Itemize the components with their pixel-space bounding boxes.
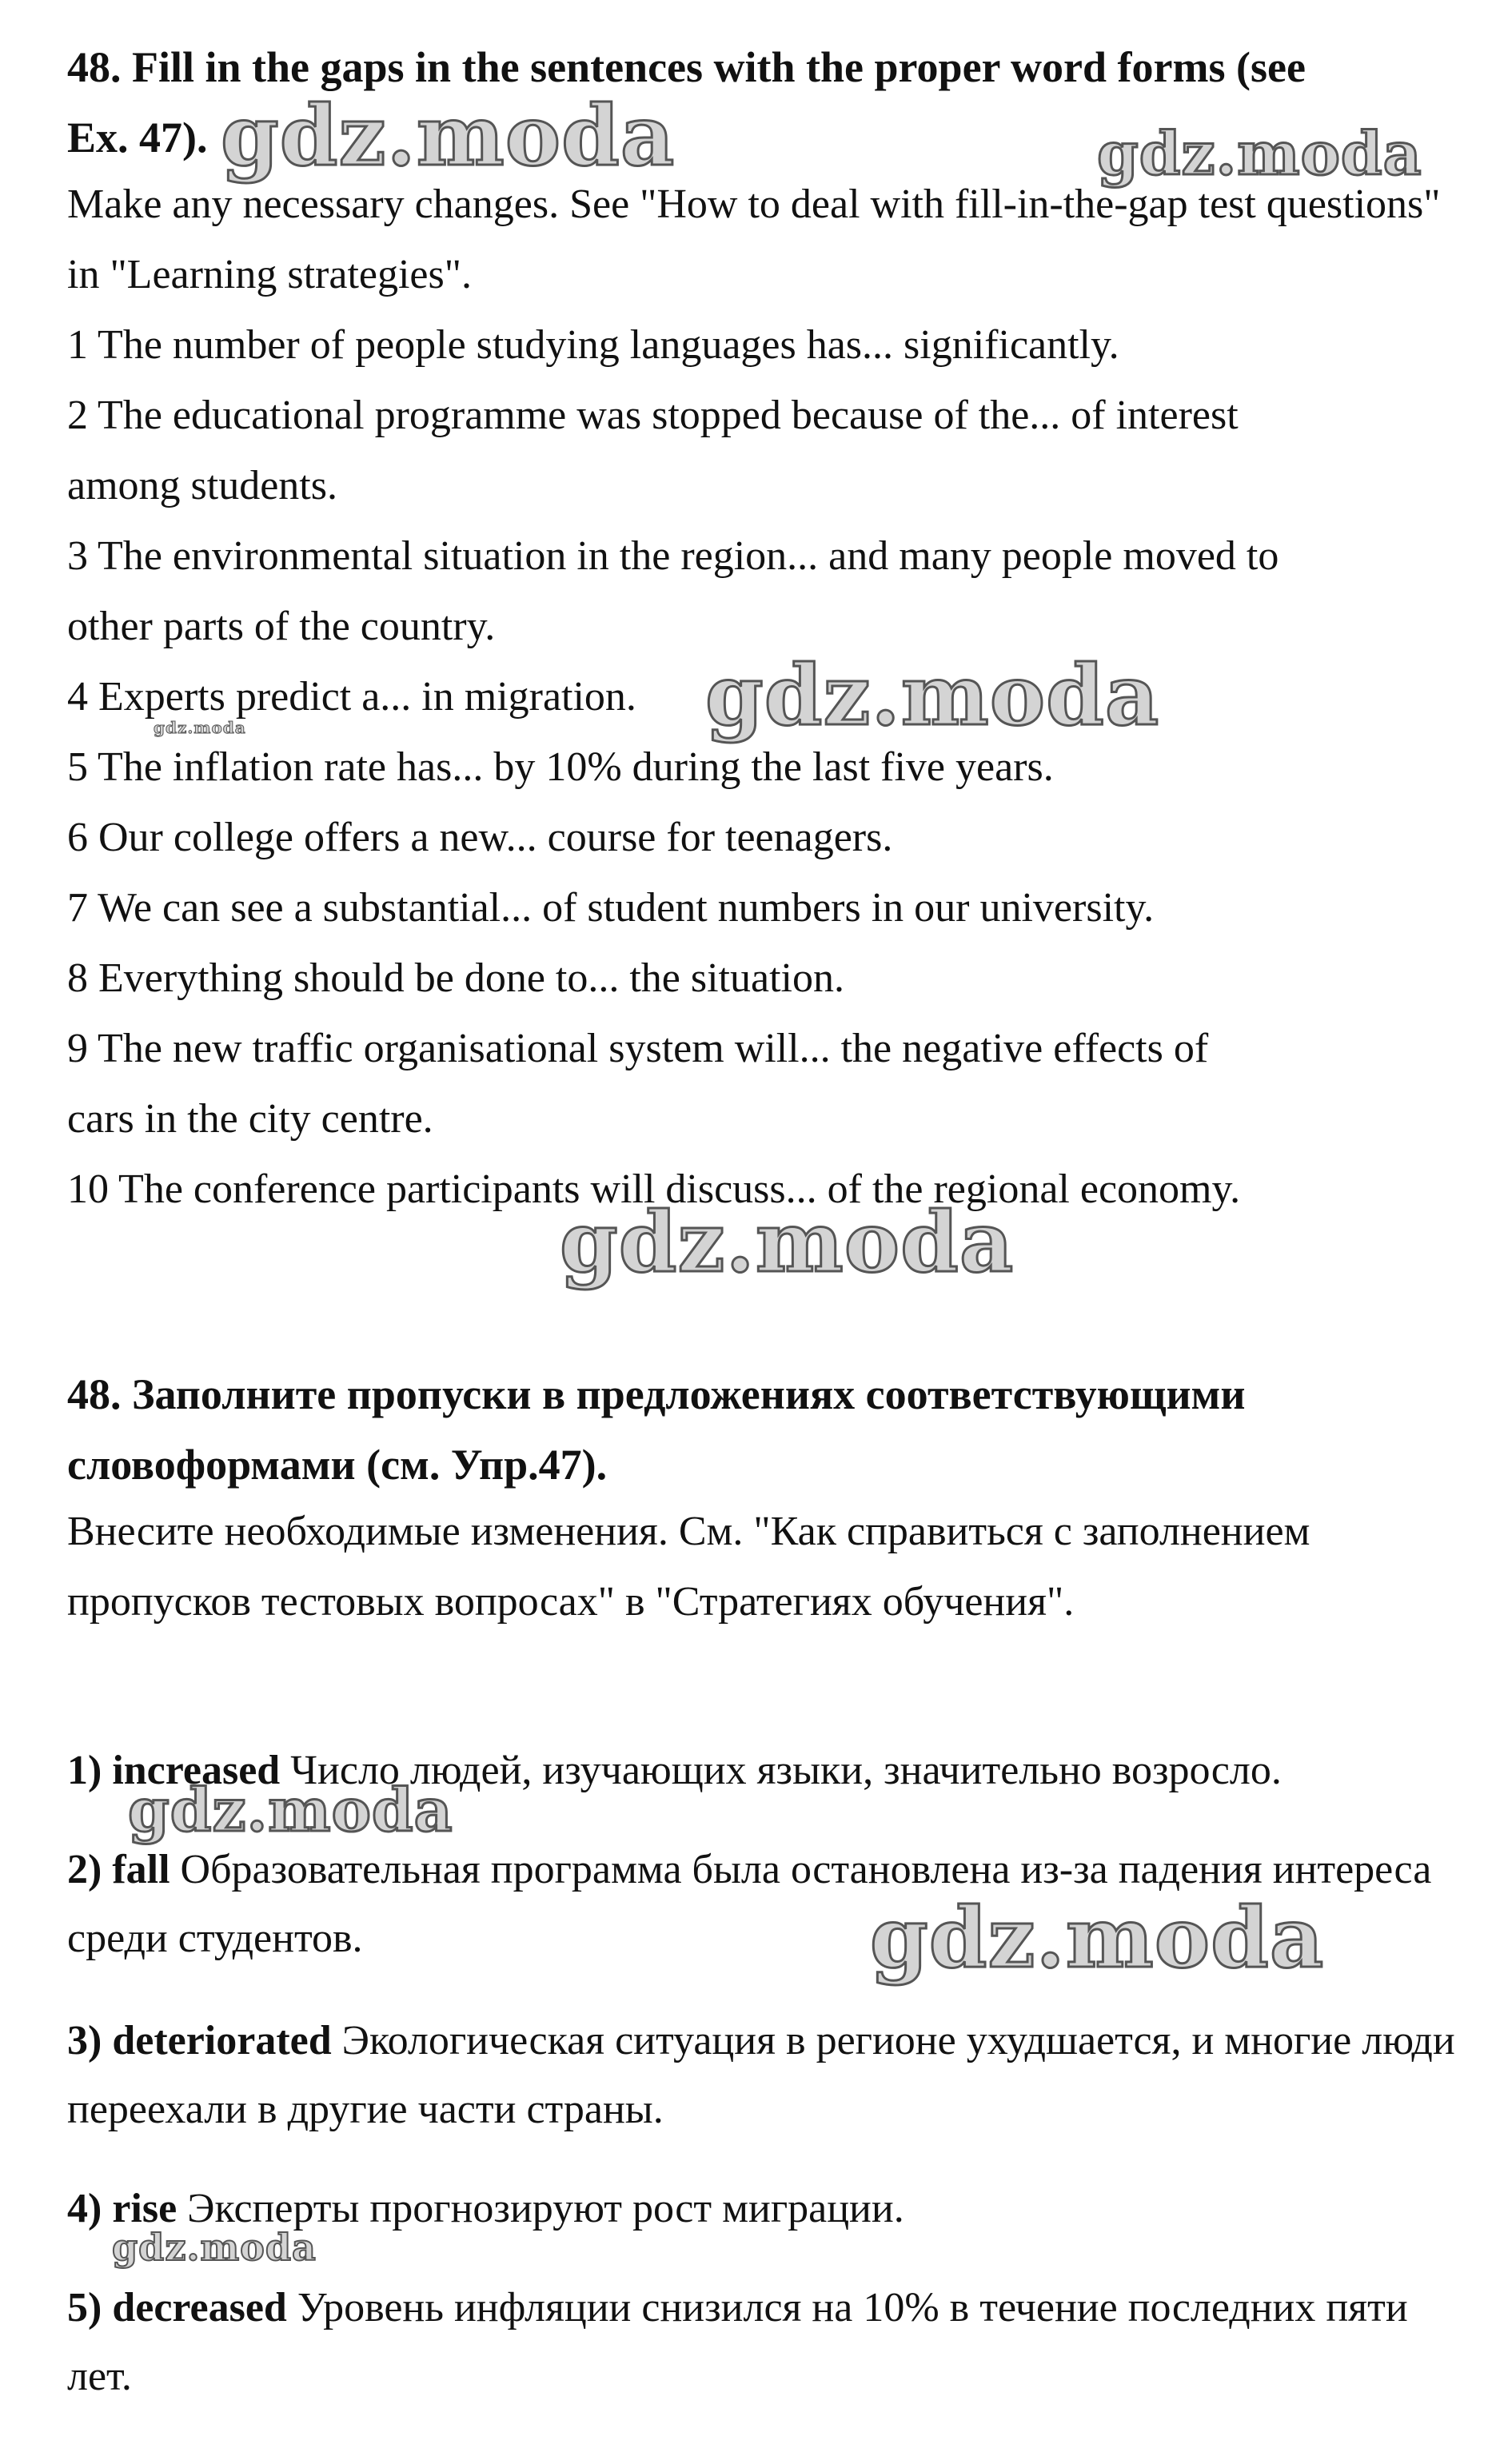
answer-item (67, 1836, 1458, 1973)
sentence-line: 6 Our college offers a new... course for teenagers. (67, 815, 893, 860)
sentence-line: 4 Experts predict a... in migration. (67, 674, 636, 720)
watermark-logo: gdz.moda (221, 86, 676, 185)
answer-translation: Образовательная программа была остановлена из-за падения интереса среди студентов. (67, 1847, 1432, 1961)
sentence-line: 3 The environmental situation in the region... and many people moved to (67, 533, 1279, 579)
watermark-logo: gdz.moda (870, 1888, 1325, 1987)
answer-item (67, 2175, 1458, 2243)
watermark-logo: gdz.moda (154, 718, 246, 737)
sentence-line: 1 The number of people studying languages has... significantly. (67, 322, 1119, 368)
sentence-line: 9 The new traffic organisational system will... the negative effects of (67, 1026, 1209, 1071)
answer-item (67, 2007, 1458, 2144)
exercise-heading-ru: 48. Заполните пропуски в предложениях соответствующими словоформами (см. Упр.47). (67, 1370, 1246, 1489)
answer-key: 3) deteriorated (67, 2018, 332, 2063)
answer-key: 1) increased (67, 1748, 281, 1793)
sentence-line: cars in the city centre. (67, 1096, 433, 1142)
watermark-logo: gdz.moda (128, 1776, 453, 1845)
sentence-line: among students. (67, 463, 337, 508)
answer-translation: Уровень инфляции снизился на 10% в течение последних пяти лет. (67, 2285, 1408, 2399)
answer-translation: Экологическая ситуация в регионе ухудшается, и многие люди переехали в другие части страны. (67, 2018, 1455, 2132)
exercise-heading-en-line1: 48. Fill in the gaps in the sentences with the proper word forms (see (67, 43, 1306, 91)
sentence-line: 7 We can see a substantial... of student numbers in our university. (67, 885, 1155, 931)
sentence-line: 5 The inflation rate has... by 10% during the last five years. (67, 744, 1054, 790)
exercise-heading-en-line2: Ex. 47). (67, 114, 208, 161)
sentence-line: 2 The educational programme was stopped because of the... of interest (67, 393, 1239, 438)
answer-item (67, 1736, 1458, 1805)
sentence-line: 8 Everything should be done to... the situation. (67, 955, 844, 1001)
sentence-line: 10 The conference participants will discuss... of the regional economy. (67, 1166, 1241, 1212)
answer-translation: Число людей, изучающих языки, значительно возросло. (290, 1748, 1282, 1793)
watermark-logo: gdz.moda (1097, 120, 1422, 189)
watermark-logo: gdz.moda (705, 646, 1160, 744)
sentence-line: other parts of the country. (67, 604, 496, 649)
exercise-instructions-ru: Внесите необходимые изменения. См. "Как справиться с заполнением пропусков тестовых вопросах" в "Стратегиях обучения". (67, 1509, 1310, 1625)
answer-key: 2) fall (67, 1847, 170, 1892)
answer-translation: Эксперты прогнозируют рост миграции. (187, 2186, 904, 2231)
answer-key: 5) decreased (67, 2285, 287, 2330)
exercise-instructions-en: Make any necessary changes. See "How to deal with fill-in-the-gap test questions" in "Learning strategies". (67, 181, 1441, 297)
watermark-logo: gdz.moda (112, 2226, 317, 2269)
watermark-logo: gdz.moda (560, 1193, 1015, 1291)
answer-key: 4) rise (67, 2186, 178, 2231)
answer-item (67, 2274, 1458, 2411)
